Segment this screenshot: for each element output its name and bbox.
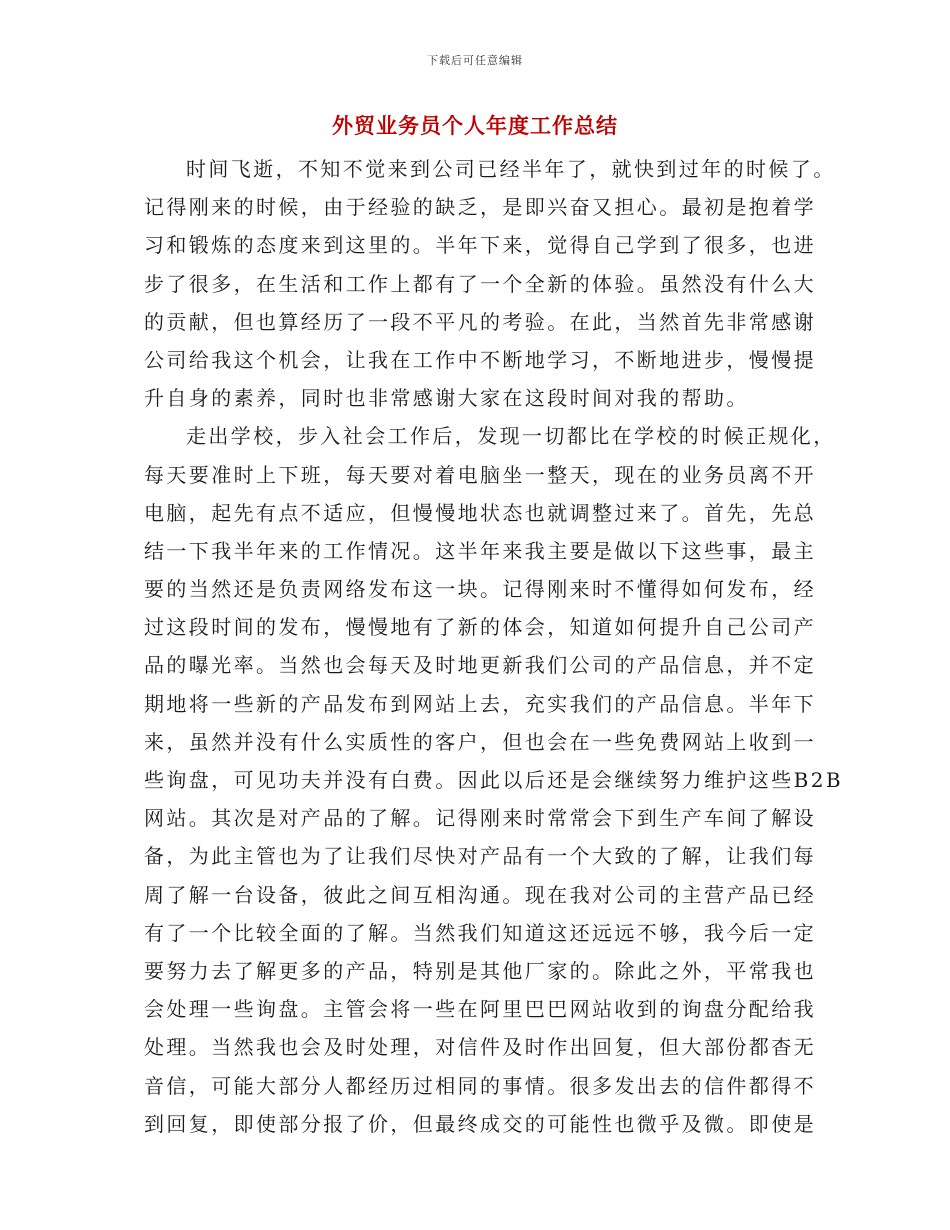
header-note: 下载后可任意编辑 <box>427 54 523 67</box>
text-line: 处理。当然我也会及时处理，对信件及时作出回复，但大部份都杳无 <box>144 1035 816 1060</box>
text-line: 音信，可能大部分人都经历过相同的事情。很多发出去的信件都得不 <box>144 1073 816 1098</box>
text-line: 公司给我这个机会，让我在工作中不断地学习，不断地进步，慢慢提 <box>144 347 816 372</box>
text-line: 品的曝光率。当然也会每天及时地更新我们公司的产品信息，并不定 <box>144 653 816 678</box>
text-line: 要的当然还是负责网络发布这一块。记得刚来时不懂得如何发布，经 <box>144 577 816 602</box>
text-line: 结一下我半年来的工作情况。这半年来我主要是做以下这些事，最主 <box>144 538 816 563</box>
text-line: 时间飞逝，不知不觉来到公司已经半年了，就快到过年的时候了。 <box>186 157 836 181</box>
text-line: 到回复，即使部分报了价，但最终成交的可能性也微乎及微。即使是 <box>144 1111 816 1136</box>
text-line: 期地将一些新的产品发布到网站上去，充实我们的产品信息。半年下 <box>144 691 816 716</box>
document-body <box>144 150 843 1143</box>
paragraph-2 <box>144 417 843 1143</box>
document-title: 外贸业务员个人年度工作总结 <box>332 113 618 138</box>
text-line: 升自身的素养，同时也非常感谢大家在这段时间对我的帮助。 <box>144 386 749 411</box>
text-line: 周了解一台设备，彼此之间互相沟通。现在我对公司的主营产品已经 <box>144 882 816 907</box>
text-line: 备，为此主管也为了让我们尽快对产品有一个大致的了解，让我们每 <box>144 844 816 869</box>
text-line: 过这段时间的发布，慢慢地有了新的体会，知道如何提升自己公司产 <box>144 615 816 640</box>
text-line: 记得刚来的时候，由于经验的缺乏，是即兴奋又担心。最初是抱着学 <box>144 195 816 220</box>
text-line: 些询盘，可见功夫并没有白费。因此以后还是会继续努力维护这些B2B <box>144 768 843 792</box>
text-line: 网站。其次是对产品的了解。记得刚来时常常会下到生产车间了解设 <box>144 806 816 831</box>
text-line: 每天要准时上下班，每天要对着电脑坐一整天，现在的业务员离不开 <box>144 462 816 487</box>
text-line: 电脑，起先有点不适应，但慢慢地状态也就调整过来了。首先，先总 <box>144 500 816 525</box>
text-line: 习和锻炼的态度来到这里的。半年下来，觉得自己学到了很多，也进 <box>144 233 816 258</box>
text-line: 的贡献，但也算经历了一段不平凡的考验。在此，当然首先非常感谢 <box>144 309 816 334</box>
text-line: 步了很多，在生活和工作上都有了一个全新的体验。虽然没有什么大 <box>144 271 816 296</box>
text-line: 来，虽然并没有什么实质性的客户，但也会在一些免费网站上收到一 <box>144 729 816 754</box>
text-line: 要努力去了解更多的产品，特别是其他厂家的。除此之外，平常我也 <box>144 958 816 983</box>
paragraph-1 <box>144 150 836 417</box>
text-line: 走出学校，步入社会工作后，发现一切都比在学校的时候正规化， <box>186 424 836 449</box>
text-line: 会处理一些询盘。主管会将一些在阿里巴巴网站收到的询盘分配给我 <box>144 997 816 1022</box>
text-line: 有了一个比较全面的了解。当然我们知道这还远远不够，我今后一定 <box>144 920 816 945</box>
